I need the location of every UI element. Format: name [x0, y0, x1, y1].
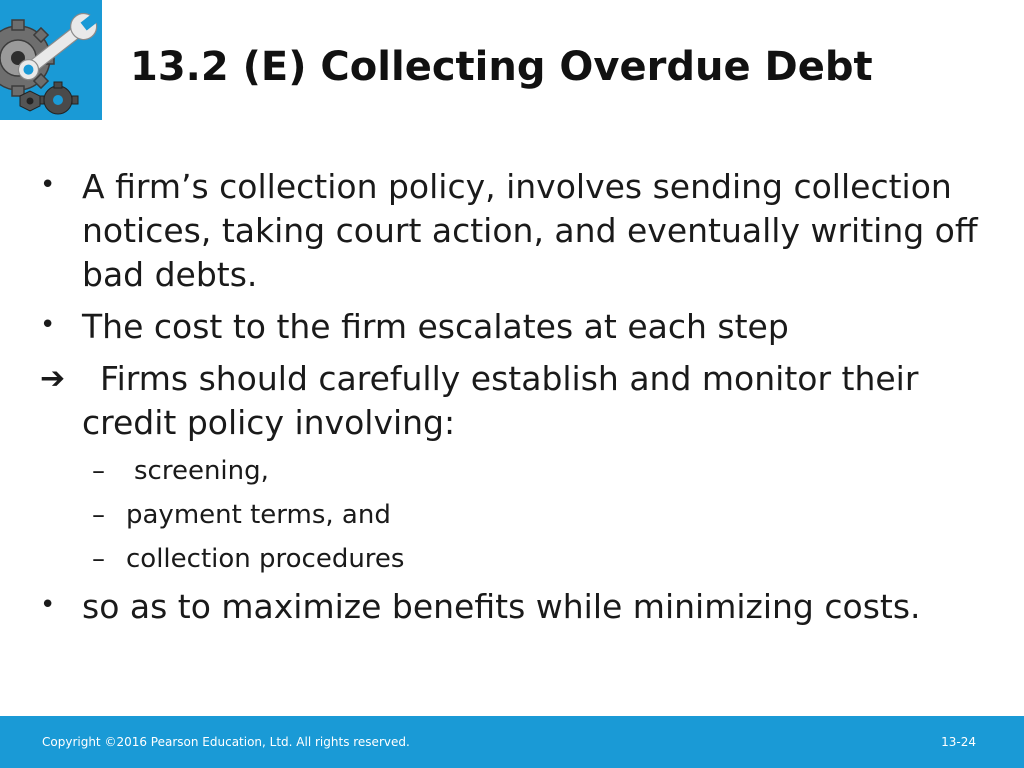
- sub-item-text: collection procedures: [126, 544, 405, 574]
- logo-image: [0, 0, 102, 120]
- bullet-icon: •: [40, 170, 56, 200]
- copyright-text: Copyright ©2016 Pearson Education, Ltd. All rights reserved.: [42, 735, 410, 749]
- arrow-text: Firms should carefully establish and monitor their credit policy involving:: [82, 359, 919, 442]
- bullet-item: [40, 165, 990, 297]
- page-number: 13-24: [941, 735, 976, 749]
- dash-icon: –: [92, 500, 105, 530]
- bullet-text: so as to maximize benefits while minimizing costs.: [82, 587, 921, 626]
- bullet-text: A firm’s collection policy, involves sending collection notices, taking court action, and eventually writing off bad debts.: [82, 167, 978, 294]
- sub-item-text: screening,: [134, 456, 269, 486]
- bullet-item: [40, 585, 990, 629]
- wrench-gear-icon: [0, 0, 102, 120]
- arrow-item: [40, 357, 990, 445]
- sub-item: [40, 541, 990, 577]
- dash-icon: –: [92, 544, 105, 574]
- bullet-text: The cost to the firm escalates at each step: [82, 307, 789, 346]
- sub-item: [40, 453, 990, 489]
- slide-footer: [0, 716, 1024, 768]
- bullet-icon: •: [40, 590, 56, 620]
- bullet-icon: •: [40, 310, 56, 340]
- dash-icon: –: [92, 456, 105, 486]
- sub-item-text: payment terms, and: [126, 500, 391, 530]
- bullet-item: [40, 305, 990, 349]
- arrow-right-icon: ➔: [40, 361, 66, 396]
- slide-title: 13.2 (E) Collecting Overdue Debt: [130, 44, 873, 90]
- sub-item: [40, 497, 990, 533]
- slide-body: [40, 165, 990, 637]
